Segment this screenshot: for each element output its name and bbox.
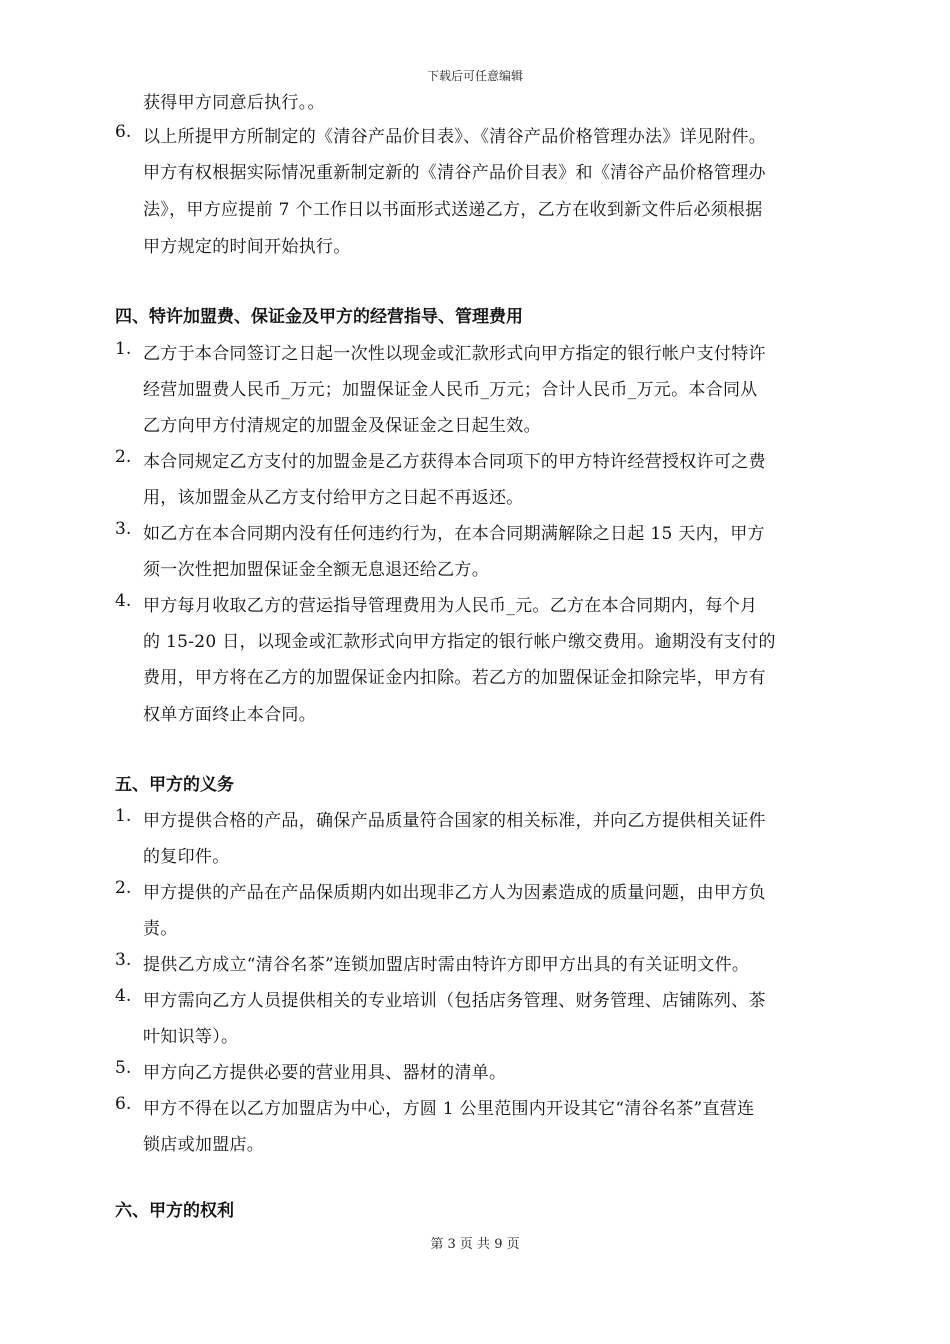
list-number: 6. [115, 1094, 132, 1114]
paragraph-line: 如乙方在本合同期内没有任何违约行为，在本合同期满解除之日起 15 天内，甲方 [143, 524, 765, 544]
paragraph-line: 锁店或加盟店。 [143, 1135, 265, 1155]
paragraph-line: 权单方面终止本合同。 [143, 705, 316, 725]
paragraph-line: 叶知识等）。 [143, 1027, 239, 1047]
list-number: 1. [115, 806, 132, 826]
paragraph-line: 甲方需向乙方人员提供相关的专业培训（包括店务管理、财务管理、店铺陈列、茶 [143, 991, 766, 1011]
list-number: 3. [115, 519, 132, 539]
paragraph-line: 经营加盟费人民币_万元；加盟保证金人民币_万元；合计人民币_万元。本合同从 [143, 380, 758, 400]
paragraph-line: 甲方每月收取乙方的营运指导管理费用为人民币_元。乙方在本合同期内，每个月 [143, 596, 758, 616]
paragraph-line: 甲方规定的时间开始执行。 [143, 237, 351, 257]
paragraph-line: 乙方向甲方付清规定的加盟金及保证金之日起生效。 [143, 416, 541, 436]
section-heading: 四、特许加盟费、保证金及甲方的经营指导、管理费用 [115, 307, 523, 327]
paragraph-line: 获得甲方同意后执行。。 [143, 93, 325, 113]
paragraph-line: 甲方向乙方提供必要的营业用具、器材的清单。 [143, 1063, 507, 1083]
paragraph-line: 用，该加盟金从乙方支付给甲方之日起不再返还。 [143, 488, 524, 508]
paragraph-line: 责。 [143, 919, 178, 939]
section-heading: 六、甲方的权利 [115, 1201, 234, 1221]
paragraph-line: 的复印件。 [143, 847, 230, 867]
paragraph-line: 的 15-20 日，以现金或汇款形式向甲方指定的银行帐户缴交费用。逾期没有支付的 [143, 632, 776, 652]
list-number: 2. [115, 447, 132, 467]
section-heading: 五、甲方的义务 [115, 775, 234, 795]
paragraph-line: 甲方不得在以乙方加盟店为中心，方圆 1 公里范围内开设其它“清谷名茶”直营连 [143, 1099, 755, 1119]
list-number: 6. [115, 122, 132, 142]
page-footer: 第 3 页 共 9 页 [430, 1237, 520, 1252]
paragraph-line: 甲方提供合格的产品，确保产品质量符合国家的相关标准，并向乙方提供相关证件 [143, 811, 766, 831]
paragraph-line: 本合同规定乙方支付的加盟金是乙方获得本合同项下的甲方特许经营授权许可之费 [143, 452, 766, 472]
paragraph-line: 以上所提甲方所制定的《清谷产品价目表》、《清谷产品价格管理办法》详见附件。 [143, 127, 767, 147]
list-number: 5. [115, 1058, 132, 1078]
paragraph-line: 甲方提供的产品在产品保质期内如出现非乙方人为因素造成的质量问题，由甲方负 [143, 883, 766, 903]
paragraph-line: 提供乙方成立“清谷名茶”连锁加盟店时需由特许方即甲方出具的有关证明文件。 [143, 955, 750, 975]
paragraph-line: 乙方于本合同签订之日起一次性以现金或汇款形式向甲方指定的银行帐户支付特许 [143, 344, 766, 364]
paragraph-line: 须一次性把加盟保证金全额无息退还给乙方。 [143, 560, 489, 580]
paragraph-line: 甲方有权根据实际情况重新制定新的《清谷产品价目表》和《清谷产品价格管理办 [143, 163, 766, 183]
list-number: 4. [115, 986, 132, 1006]
list-number: 3. [115, 950, 132, 970]
list-number: 4. [115, 591, 132, 611]
paragraph-line: 费用，甲方将在乙方的加盟保证金内扣除。若乙方的加盟保证金扣除完毕，甲方有 [143, 668, 766, 688]
list-number: 1. [115, 339, 132, 359]
list-number: 2. [115, 878, 132, 898]
page-header: 下载后可任意编辑 [426, 69, 523, 83]
paragraph-line: 法》，甲方应提前 7 个工作日以书面形式送递乙方，乙方在收到新文件后必须根据 [143, 200, 763, 220]
